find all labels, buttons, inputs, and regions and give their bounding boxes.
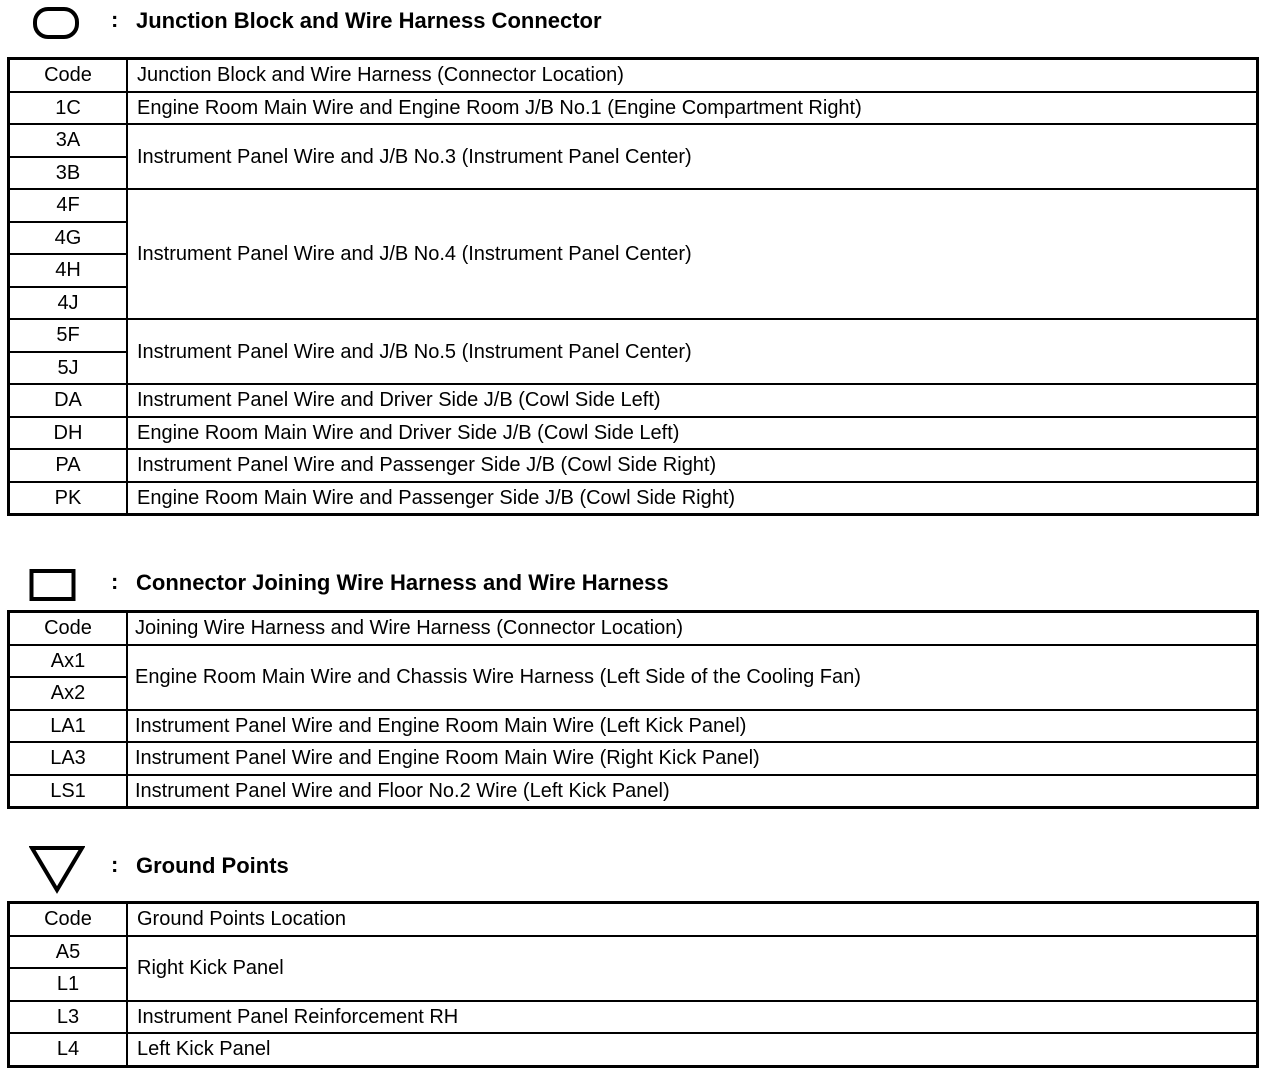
code-cell: PA bbox=[9, 449, 128, 482]
description-cell: Engine Room Main Wire and Driver Side J/B (Cowl Side Left) bbox=[127, 417, 1258, 450]
section-colon: : bbox=[111, 569, 119, 594]
section-header-connector-joining bbox=[0, 560, 1280, 600]
code-cell: DA bbox=[9, 384, 128, 417]
table-row bbox=[9, 319, 1258, 352]
section-title: Junction Block and Wire Harness Connector bbox=[136, 8, 602, 33]
section-title: Connector Joining Wire Harness and Wire Harness bbox=[136, 570, 669, 595]
table-row bbox=[9, 92, 1258, 125]
code-cell: 1C bbox=[9, 92, 128, 125]
table-row bbox=[9, 1033, 1258, 1066]
code-cell: DH bbox=[9, 417, 128, 450]
code-cell: 3A bbox=[9, 124, 128, 157]
connector-joining-table bbox=[7, 610, 1259, 809]
table-header-row bbox=[9, 612, 1258, 645]
column-header-code: Code bbox=[9, 59, 128, 92]
description-cell: Engine Room Main Wire and Chassis Wire Harness (Left Side of the Cooling Fan) bbox=[127, 645, 1258, 710]
triangle-symbol-icon bbox=[29, 844, 85, 894]
code-cell: 4G bbox=[9, 222, 128, 255]
table-header-row bbox=[9, 59, 1258, 92]
table-row bbox=[9, 384, 1258, 417]
ground-points-table bbox=[7, 901, 1259, 1068]
code-cell: A5 bbox=[9, 936, 128, 969]
table-row bbox=[9, 417, 1258, 450]
table-row bbox=[9, 710, 1258, 743]
code-cell: LA1 bbox=[9, 710, 128, 743]
code-cell: 4J bbox=[9, 287, 128, 320]
table-row bbox=[9, 742, 1258, 775]
column-header-description: Ground Points Location bbox=[127, 903, 1258, 936]
code-cell: 3B bbox=[9, 157, 128, 190]
code-cell: 4F bbox=[9, 189, 128, 222]
description-cell: Instrument Panel Wire and Engine Room Main Wire (Left Kick Panel) bbox=[127, 710, 1258, 743]
table-row bbox=[9, 449, 1258, 482]
rectangle-symbol-icon bbox=[29, 568, 77, 604]
table-row bbox=[9, 645, 1258, 678]
code-cell: 4H bbox=[9, 254, 128, 287]
code-cell: LA3 bbox=[9, 742, 128, 775]
code-cell: 5J bbox=[9, 352, 128, 385]
code-cell: 5F bbox=[9, 319, 128, 352]
table-row bbox=[9, 482, 1258, 515]
description-cell: Instrument Panel Wire and Passenger Side J/B (Cowl Side Right) bbox=[127, 449, 1258, 482]
description-cell: Instrument Panel Wire and J/B No.5 (Instrument Panel Center) bbox=[127, 319, 1258, 384]
code-cell: Ax1 bbox=[9, 645, 128, 678]
code-cell: L4 bbox=[9, 1033, 128, 1066]
column-header-description: Junction Block and Wire Harness (Connector Location) bbox=[127, 59, 1258, 92]
description-cell: Right Kick Panel bbox=[127, 936, 1258, 1001]
code-cell: L1 bbox=[9, 968, 128, 1001]
table-row bbox=[9, 775, 1258, 808]
section-colon: : bbox=[111, 852, 119, 877]
code-cell: LS1 bbox=[9, 775, 128, 808]
code-cell: Ax2 bbox=[9, 677, 128, 710]
table-row bbox=[9, 124, 1258, 157]
description-cell: Engine Room Main Wire and Engine Room J/B No.1 (Engine Compartment Right) bbox=[127, 92, 1258, 125]
table-row bbox=[9, 189, 1258, 222]
column-header-code: Code bbox=[9, 612, 128, 645]
section-title: Ground Points bbox=[136, 853, 289, 878]
description-cell: Instrument Panel Wire and Driver Side J/B (Cowl Side Left) bbox=[127, 384, 1258, 417]
oval-symbol-icon bbox=[32, 6, 80, 40]
junction-block-table bbox=[7, 57, 1259, 516]
table-header-row bbox=[9, 903, 1258, 936]
section-header-ground-points bbox=[0, 840, 1280, 880]
table-row bbox=[9, 1001, 1258, 1034]
description-cell: Instrument Panel Wire and J/B No.3 (Instrument Panel Center) bbox=[127, 124, 1258, 189]
description-cell: Instrument Panel Wire and Floor No.2 Wire (Left Kick Panel) bbox=[127, 775, 1258, 808]
column-header-description: Joining Wire Harness and Wire Harness (Connector Location) bbox=[127, 612, 1258, 645]
description-cell: Instrument Panel Wire and Engine Room Main Wire (Right Kick Panel) bbox=[127, 742, 1258, 775]
section-colon: : bbox=[111, 7, 119, 32]
description-cell: Engine Room Main Wire and Passenger Side J/B (Cowl Side Right) bbox=[127, 482, 1258, 515]
section-header-junction-block bbox=[0, 0, 1280, 40]
table-row bbox=[9, 936, 1258, 969]
code-cell: L3 bbox=[9, 1001, 128, 1034]
code-cell: PK bbox=[9, 482, 128, 515]
description-cell: Instrument Panel Reinforcement RH bbox=[127, 1001, 1258, 1034]
description-cell: Left Kick Panel bbox=[127, 1033, 1258, 1066]
column-header-code: Code bbox=[9, 903, 128, 936]
description-cell: Instrument Panel Wire and J/B No.4 (Instrument Panel Center) bbox=[127, 189, 1258, 319]
